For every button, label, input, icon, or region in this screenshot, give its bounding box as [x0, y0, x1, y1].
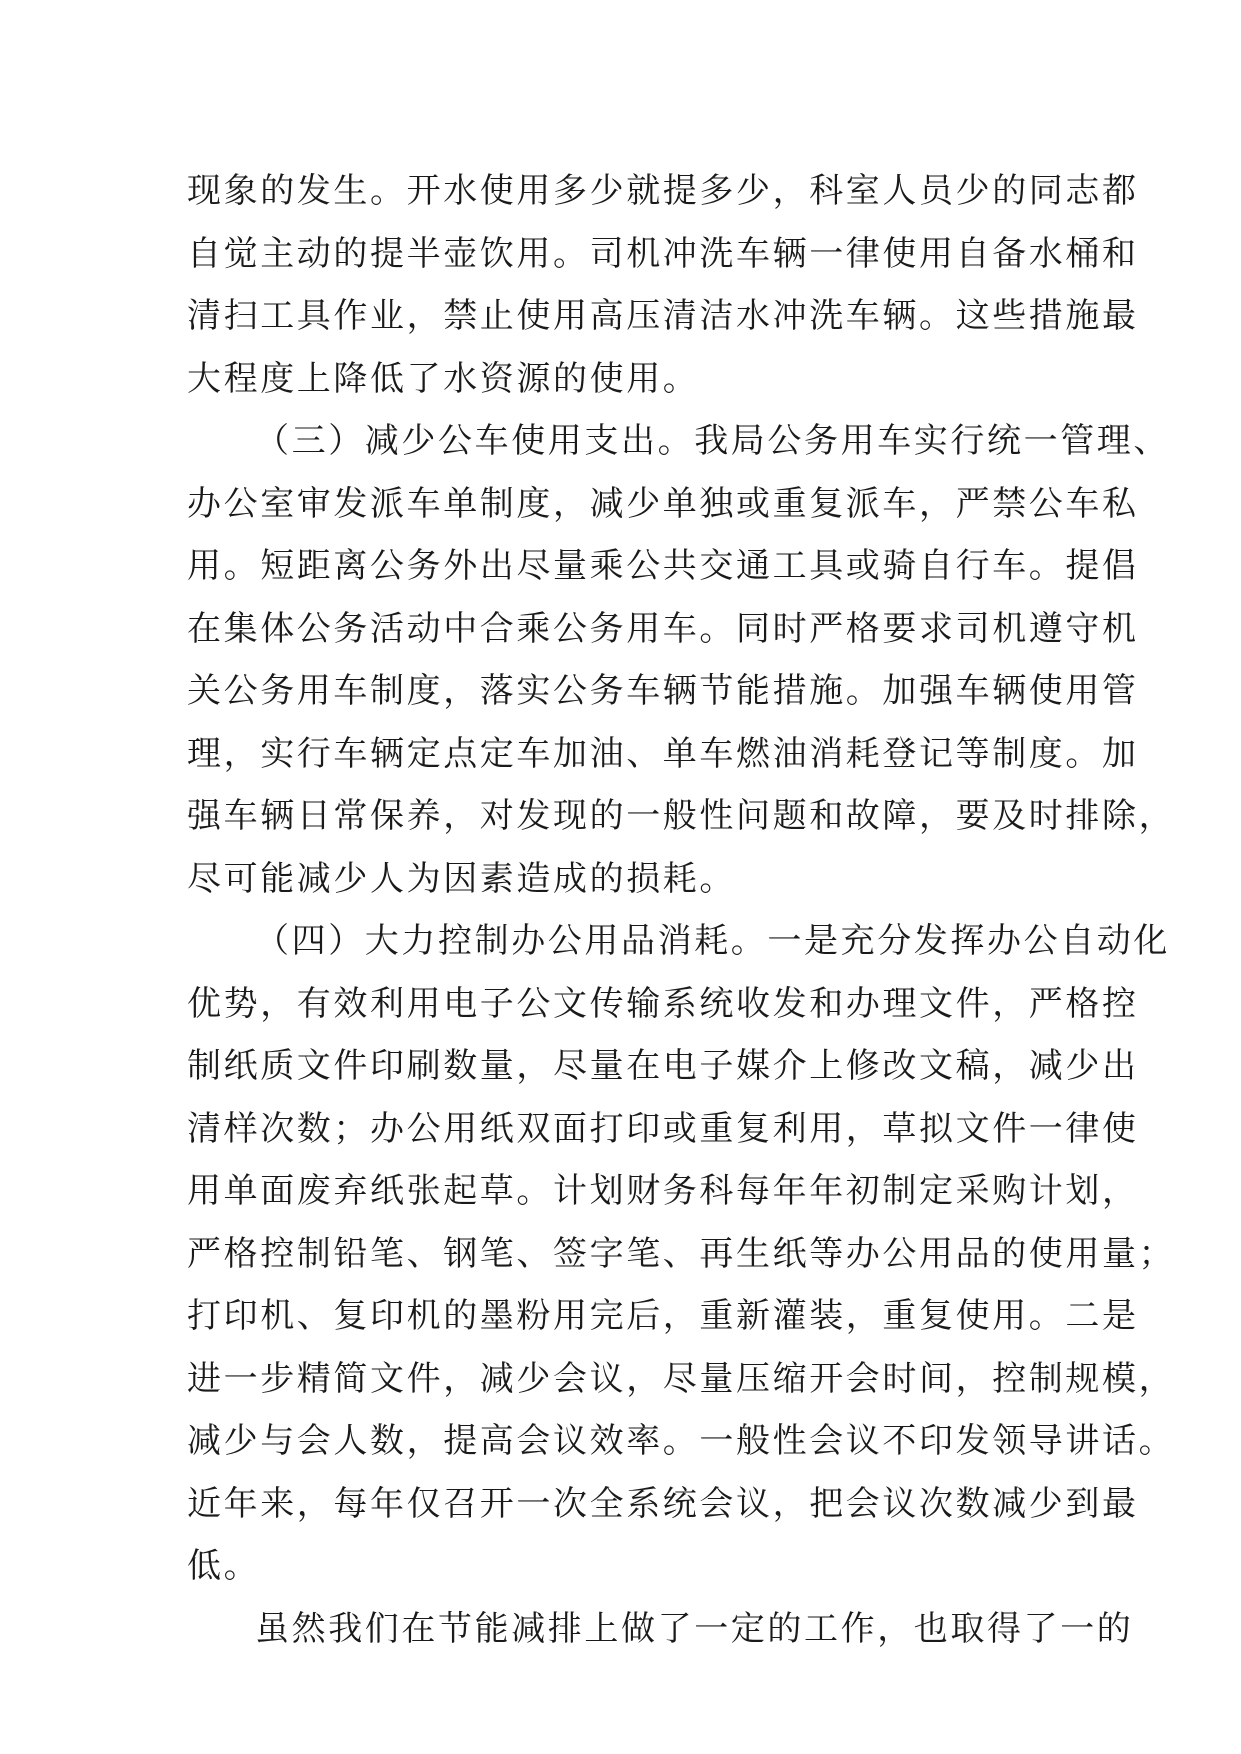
text-line: 关公务用车制度，落实公务车辆节能措施。加强车辆使用管: [187, 671, 1139, 711]
text-line: 大程度上降低了水资源的使用。: [187, 358, 700, 399]
paragraph-start: 虽然我们在节能减排上做了一定的工作，也取得了一的: [255, 1608, 1134, 1649]
text-line: 进一步精简文件，减少会议，尽量压缩开会时间，控制规模，: [187, 1358, 1176, 1399]
text-line: 用。短距离公务外出尽量乘公共交通工具或骑自行车。提倡: [187, 546, 1139, 586]
text-line: 严格控制铅笔、钢笔、签字笔、再生纸等办公用品的使用量；: [187, 1233, 1176, 1274]
text-line: 办公室审发派车单制度，减少单独或重复派车，严禁公车私: [187, 483, 1139, 524]
text-line: 近年来，每年仅召开一次全系统会议，把会议次数减少到最: [187, 1483, 1139, 1524]
text-line: 清扫工具作业，禁止使用高压清洁水冲洗车辆。这些措施最: [187, 296, 1139, 336]
section-heading-3: （三）减少公车使用支出。我局公务用车实行统一管理、: [255, 421, 1170, 461]
text-line: 在集体公务活动中合乘公务用车。同时严格要求司机遵守机: [187, 608, 1139, 649]
text-line: 理，实行车辆定点定车加油、单车燃油消耗登记等制度。加: [187, 733, 1139, 774]
text-line: 用单面废弃纸张起草。计划财务科每年年初制定采购计划，: [187, 1171, 1139, 1211]
text-line: 低。: [187, 1546, 261, 1586]
text-line: 减少与会人数，提高会议效率。一般性会议不印发领导讲话。: [187, 1421, 1176, 1461]
text-line: 制纸质文件印刷数量，尽量在电子媒介上修改文稿，减少出: [187, 1046, 1139, 1086]
section-heading-4: （四）大力控制办公用品消耗。一是充分发挥办公自动化: [255, 921, 1170, 961]
text-line: 打印机、复印机的墨粉用完后，重新灌装，重复使用。二是: [187, 1296, 1139, 1336]
text-line: 优势，有效利用电子公文传输系统收发和办理文件，严格控: [187, 983, 1139, 1024]
document-body: [187, 160, 1176, 1660]
text-line: 尽可能减少人为因素造成的损耗。: [187, 858, 736, 899]
text-line: 自觉主动的提半壶饮用。司机冲洗车辆一律使用自备水桶和: [187, 233, 1139, 274]
text-line: 强车辆日常保养，对发现的一般性问题和故障，要及时排除，: [187, 796, 1176, 836]
text-line: 现象的发生。开水使用多少就提多少，科室人员少的同志都: [187, 171, 1139, 211]
text-line: 清样次数；办公用纸双面打印或重复利用，草拟文件一律使: [187, 1108, 1139, 1149]
